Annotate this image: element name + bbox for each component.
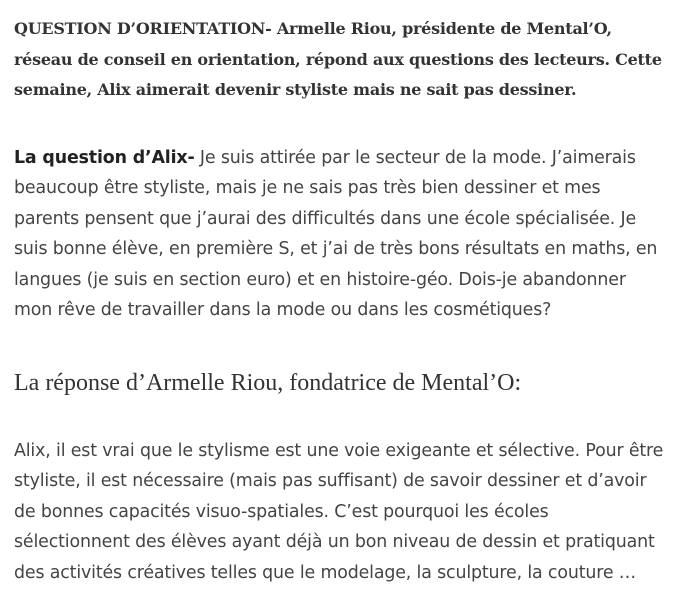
reader-question [14, 143, 664, 326]
answer-text: Alix, il est vrai que le stylisme est une voie exigeante et sélective. Pour être styliste, il est nécessaire (mais pas suffisant) de savoir dessiner et d’avoir de bonnes capacités visuo-spatiales. C’est pourquoi les écoles sélectionnent des élèves ayant déjà un bon niveau de dessin et pratiquant des activités créatives telles que le modelage, la sculpture, la couture … [14, 440, 664, 583]
article-intro: QUESTION D’ORIENTATION- Armelle Riou, présidente de Mental’O, réseau de conseil en orientation, répond aux questions des lecteurs. Cette semaine, Alix aimerait devenir styliste mais ne sait pas dessiner. [14, 19, 662, 99]
question-text: Je suis attirée par le secteur de la mode. J’aimerais beaucoup être styliste, mais je ne sais pas très bien dessiner et mes parents pensent que j’aurai des difficultés dans une école spécialisée. Je suis bonne élève, en première S, et j’ai de très bons résultats en maths, en langues (je suis en section euro) et en histoire-géo. Dois-je abandonner mon rêve de travailler dans la mode ou dans les cosmétiques? [14, 147, 658, 320]
answer-heading: La réponse d’Armelle Riou, fondatrice de Mental’O: [14, 369, 522, 396]
question-lead: La question d’Alix- [14, 147, 195, 168]
article-body [14, 14, 664, 588]
